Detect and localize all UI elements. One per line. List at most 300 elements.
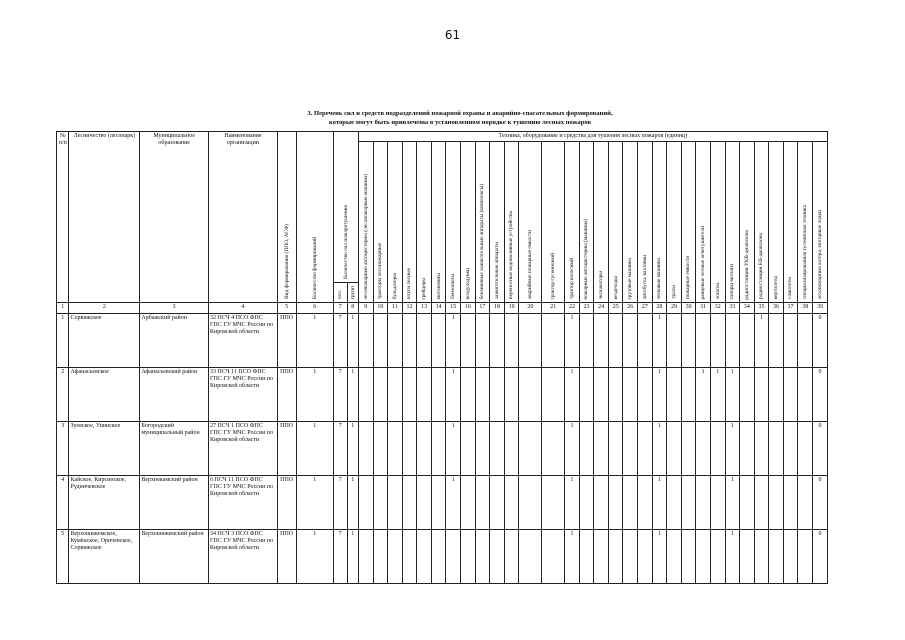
- header-equipment-3: [388, 142, 403, 303]
- data-cell: 1: [347, 475, 358, 529]
- data-cell: 0: [813, 529, 828, 583]
- data-cell: 1: [347, 421, 358, 475]
- data-cell: [623, 475, 638, 529]
- column-number: 26: [623, 303, 638, 313]
- data-cell: [798, 475, 813, 529]
- data-cell: [446, 529, 461, 583]
- data-cell: [519, 529, 542, 583]
- forces-table: [56, 131, 828, 584]
- data-cell: [638, 475, 653, 529]
- data-cell: [388, 313, 403, 367]
- column-number: 29: [667, 303, 682, 313]
- table-row: [57, 313, 828, 367]
- header-equipment-26-text: радиостанции УКВ-диапазона: [743, 229, 750, 300]
- header-num: № п/п: [57, 132, 69, 303]
- column-number: 18: [490, 303, 505, 313]
- data-cell: 1: [565, 313, 580, 367]
- column-number: 24: [594, 303, 609, 313]
- header-equipment-23-text: ранцевые лесные огнетушители: [700, 225, 707, 300]
- data-cell: [504, 529, 519, 583]
- header-equipment-25: [725, 142, 740, 303]
- header-equipment-15: [579, 142, 594, 303]
- column-number: 16: [461, 303, 476, 313]
- column-number: 19: [504, 303, 519, 313]
- column-number-row: [57, 303, 828, 313]
- page-number: 61: [444, 28, 461, 42]
- column-number: 2: [69, 303, 140, 313]
- column-number: 7: [334, 303, 348, 313]
- data-cell: [667, 367, 682, 421]
- data-cell: 1: [754, 313, 769, 367]
- data-cell: [594, 475, 609, 529]
- header-equipment-6-text: мотопомпы: [435, 272, 442, 300]
- data-cell: [475, 421, 490, 475]
- header-equipment-23: [696, 142, 711, 303]
- header-equipment-9-text: бензиновые зажигательные аппараты (комплексы): [479, 183, 486, 300]
- data-cell: [402, 475, 417, 529]
- data-cell: ППО: [277, 313, 296, 367]
- data-cell: [388, 529, 403, 583]
- data-cell: [623, 367, 638, 421]
- column-number: 12: [402, 303, 417, 313]
- data-cell: 1: [347, 529, 358, 583]
- data-cell: 1: [725, 475, 740, 529]
- data-cell: [638, 529, 653, 583]
- data-cell: 0: [813, 421, 828, 475]
- data-cell: [579, 367, 594, 421]
- data-cell: [542, 313, 565, 367]
- data-cell: [754, 421, 769, 475]
- header-equipment-4: [402, 142, 417, 303]
- data-cell: 1: [725, 529, 740, 583]
- column-number: 39: [813, 303, 828, 313]
- column-number: 34: [740, 303, 755, 313]
- header-equipment-1-text: лесопожарные автоцистерны (лесопожарные машины): [362, 173, 369, 300]
- column-number: 8: [347, 303, 358, 313]
- header-equipment-30: [798, 142, 813, 303]
- data-cell: 1: [565, 367, 580, 421]
- header-equipment-7-text: бензопилы: [450, 274, 457, 300]
- header-equipment-12: [519, 142, 542, 303]
- data-cell: [359, 475, 374, 529]
- data-cell: 1: [565, 475, 580, 529]
- data-cell: [740, 529, 755, 583]
- data-cell: [681, 421, 696, 475]
- data-cell: [608, 313, 623, 367]
- header-equipment-27: [754, 142, 769, 303]
- data-cell: [519, 367, 542, 421]
- column-number: 21: [542, 303, 565, 313]
- data-cell: [769, 421, 784, 475]
- data-cell: [769, 529, 784, 583]
- header-equipment-8-text: воздуходувки: [464, 268, 471, 300]
- data-cell: 0: [813, 367, 828, 421]
- header-equipment-11-text: переносные водоналивные устройства: [508, 211, 515, 300]
- data-cell: [579, 475, 594, 529]
- header-equipment-11: [504, 142, 519, 303]
- data-cell: [740, 367, 755, 421]
- data-cell: 1: [565, 529, 580, 583]
- data-cell: [594, 529, 609, 583]
- header-org: Наименование организации: [209, 132, 278, 303]
- data-cell: [667, 475, 682, 529]
- data-cell: 7: [334, 367, 348, 421]
- data-cell: [417, 529, 432, 583]
- row-number: 3: [57, 421, 69, 475]
- data-cell: [519, 475, 542, 529]
- column-number: 27: [638, 303, 653, 313]
- data-cell: [783, 313, 798, 367]
- data-cell: [519, 421, 542, 475]
- data-cell: [623, 529, 638, 583]
- document-title: [210, 109, 710, 127]
- data-cell: [542, 367, 565, 421]
- cell-organization: 33 ПСЧ 11 ПСО ФПС ГПС ГУ МЧС России по Кировской области: [209, 367, 278, 421]
- column-number: 20: [519, 303, 542, 313]
- header-equipment-16-text: экскаваторы: [597, 271, 604, 300]
- data-cell: [594, 421, 609, 475]
- data-cell: [490, 313, 505, 367]
- header-equipment-14: [565, 142, 580, 303]
- header-equipment-26: [740, 142, 755, 303]
- header-equipment-1: [359, 142, 374, 303]
- data-cell: [696, 313, 711, 367]
- data-cell: [608, 367, 623, 421]
- header-equipment-2: [373, 142, 388, 303]
- column-number: 23: [579, 303, 594, 313]
- column-number: 38: [798, 303, 813, 313]
- data-cell: [373, 367, 388, 421]
- data-cell: [798, 529, 813, 583]
- header-equipment-17-text: вездеходы: [612, 275, 619, 300]
- data-cell: [490, 367, 505, 421]
- header-equipment-28-text: вертолеты: [772, 275, 779, 300]
- header-equipment-12-text: аварийные пожарные емкости: [527, 230, 534, 300]
- data-cell: [623, 421, 638, 475]
- data-cell: [710, 529, 725, 583]
- data-cell: [579, 313, 594, 367]
- data-cell: [740, 313, 755, 367]
- header-equipment-25-text: топоры-мотыги: [729, 263, 736, 300]
- cell-forestry: Зуевское, Унинское: [69, 421, 140, 475]
- header-equipment-30-text: специализированная гусеничная техника: [802, 205, 809, 300]
- data-cell: [579, 529, 594, 583]
- data-cell: [475, 475, 490, 529]
- header-equipment-21-text: тралы: [670, 285, 677, 300]
- data-cell: [710, 313, 725, 367]
- cell-forestry: Сорвижское: [69, 313, 140, 367]
- column-number: 6: [296, 303, 333, 313]
- data-cell: [542, 529, 565, 583]
- data-cell: [681, 529, 696, 583]
- data-cell: 1: [446, 421, 461, 475]
- column-number: 36: [769, 303, 784, 313]
- header-equipment-27-text: радиостанции КВ-диапазона: [758, 233, 765, 300]
- cell-municipality: Богородский муниципальный район: [140, 421, 209, 475]
- data-cell: [740, 475, 755, 529]
- header-row-1: [57, 132, 828, 142]
- data-cell: ППО: [277, 367, 296, 421]
- header-equipment-14-text: трактор колесный: [568, 258, 575, 300]
- data-cell: [638, 367, 653, 421]
- row-number: 5: [57, 529, 69, 583]
- column-number: 4: [209, 303, 278, 313]
- data-cell: [798, 313, 813, 367]
- data-cell: [608, 421, 623, 475]
- data-cell: [594, 313, 609, 367]
- table-row: [57, 475, 828, 529]
- data-cell: [490, 421, 505, 475]
- header-equipment-24-text: лопаты: [714, 282, 721, 300]
- data-cell: [519, 313, 542, 367]
- data-cell: [373, 475, 388, 529]
- data-cell: 1: [652, 313, 667, 367]
- header-groups: [347, 283, 358, 303]
- header-equipment-19: [638, 142, 653, 303]
- data-cell: [431, 421, 446, 475]
- data-cell: [542, 475, 565, 529]
- data-cell: [475, 367, 490, 421]
- data-cell: ППО: [277, 421, 296, 475]
- data-cell: 0: [813, 313, 828, 367]
- column-number: 9: [359, 303, 374, 313]
- data-cell: 1: [296, 313, 333, 367]
- header-equipment-4-text: плуги лесные: [406, 268, 413, 300]
- column-number: 11: [388, 303, 403, 313]
- data-cell: [798, 421, 813, 475]
- data-cell: [696, 475, 711, 529]
- header-equipment-18-text: грузовые машины: [627, 257, 634, 300]
- data-cell: [754, 475, 769, 529]
- data-cell: 1: [296, 529, 333, 583]
- data-cell: [373, 529, 388, 583]
- data-cell: [373, 421, 388, 475]
- data-cell: [504, 313, 519, 367]
- data-cell: [608, 475, 623, 529]
- cell-organization: 34 ПСЧ 3 ПСО ФПС ГПС ГУ МЧС России по Кировской области: [209, 529, 278, 583]
- data-cell: [475, 529, 490, 583]
- data-cell: [725, 313, 740, 367]
- data-cell: 1: [347, 313, 358, 367]
- data-cell: [754, 529, 769, 583]
- header-forestry: Лесничество (лесопарк): [69, 132, 140, 303]
- header-equipment-31-text: лесопожарные катера, моторные лодки: [816, 209, 823, 300]
- data-cell: [754, 367, 769, 421]
- data-cell: [402, 421, 417, 475]
- header-equipment-29-text: самолеты: [787, 277, 794, 300]
- data-cell: [710, 475, 725, 529]
- header-personnel-text: Количество сил пожаротушения: [342, 204, 349, 279]
- data-cell: [359, 367, 374, 421]
- data-cell: [783, 421, 798, 475]
- title-line-2: которые могут быть привлечены в установленном порядке к тушению лесных пожаров: [328, 119, 592, 126]
- data-cell: 0: [813, 475, 828, 529]
- column-number: 28: [652, 303, 667, 313]
- header-equipment-16: [594, 142, 609, 303]
- header-equipment-22-text: пожарные емкости: [685, 256, 692, 300]
- data-cell: [681, 367, 696, 421]
- data-cell: [769, 475, 784, 529]
- header-equipment-29: [783, 142, 798, 303]
- column-number: 25: [608, 303, 623, 313]
- header-equipment-2-text: тракторы лесопожарные: [377, 243, 384, 300]
- data-cell: 1: [296, 421, 333, 475]
- header-persons-text: чел.: [337, 290, 344, 300]
- column-number: 15: [446, 303, 461, 313]
- cell-municipality: Афанасьевский район: [140, 367, 209, 421]
- data-cell: [740, 421, 755, 475]
- data-cell: 1: [725, 421, 740, 475]
- header-form-count-text: Количество формирований: [311, 237, 318, 300]
- header-equipment-10-text: зажигательные аппараты: [493, 242, 500, 300]
- header-equipment-20: [652, 142, 667, 303]
- column-number: 3: [140, 303, 209, 313]
- data-cell: [373, 313, 388, 367]
- header-equipment-15-text: пожарные автоцистерны (машины): [583, 218, 590, 300]
- data-cell: 1: [347, 367, 358, 421]
- header-groups-text: групп: [349, 286, 356, 300]
- data-cell: [783, 529, 798, 583]
- data-cell: [681, 475, 696, 529]
- table-row: [57, 367, 828, 421]
- data-cell: [783, 367, 798, 421]
- header-equipment-31: [813, 142, 828, 303]
- data-cell: [461, 475, 476, 529]
- data-cell: [783, 475, 798, 529]
- table-row: [57, 529, 828, 583]
- data-cell: [431, 529, 446, 583]
- row-number: 4: [57, 475, 69, 529]
- column-number: 1: [57, 303, 69, 313]
- data-cell: 1: [652, 367, 667, 421]
- header-persons: [334, 283, 348, 303]
- data-cell: [490, 529, 505, 583]
- column-number: 35: [754, 303, 769, 313]
- data-cell: 1: [652, 475, 667, 529]
- data-cell: [359, 529, 374, 583]
- data-cell: [461, 367, 476, 421]
- data-cell: [431, 367, 446, 421]
- data-cell: [431, 475, 446, 529]
- data-cell: [579, 421, 594, 475]
- data-cell: [798, 367, 813, 421]
- data-cell: 1: [446, 475, 461, 529]
- data-cell: 1: [565, 421, 580, 475]
- header-personnel: [334, 132, 359, 283]
- cell-organization: 6 ПСЧ 11 ПСО ФПС ГПС ГУ МЧС России по Кировской области: [209, 475, 278, 529]
- data-cell: 7: [334, 529, 348, 583]
- data-cell: [359, 421, 374, 475]
- header-equipment-18: [623, 142, 638, 303]
- header-form-type: [277, 132, 296, 303]
- header-equipment-10: [490, 142, 505, 303]
- row-number: 2: [57, 367, 69, 421]
- header-equipment-group: Техника, оборудование и средства для тушения лесных пожаров (единиц): [359, 132, 828, 142]
- header-equipment-5: [417, 142, 432, 303]
- data-cell: [490, 475, 505, 529]
- title-line-1: 3. Перечень сил и средств подразделений пожарной охраны и аварийно-спасательных формирований,: [307, 110, 613, 117]
- header-equipment-17: [608, 142, 623, 303]
- table-row: [57, 421, 828, 475]
- data-cell: [623, 313, 638, 367]
- column-number: 17: [475, 303, 490, 313]
- data-cell: [402, 313, 417, 367]
- column-number: 10: [373, 303, 388, 313]
- cell-organization: 32 ПСЧ 4 ПСО ФПС ГПС ГУ МЧС России по Кировской области: [209, 313, 278, 367]
- data-cell: [475, 313, 490, 367]
- data-cell: [359, 313, 374, 367]
- column-number: 5: [277, 303, 296, 313]
- column-number: 22: [565, 303, 580, 313]
- cell-municipality: Арбажский район: [140, 313, 209, 367]
- data-cell: 1: [725, 367, 740, 421]
- header-equipment-8: [461, 142, 476, 303]
- data-cell: [667, 529, 682, 583]
- column-number: 30: [681, 303, 696, 313]
- data-cell: [681, 313, 696, 367]
- header-equipment-19-text: автобусы, вахтовки: [641, 255, 648, 300]
- data-cell: 1: [652, 421, 667, 475]
- header-equipment-3-text: бульдозеры: [391, 272, 398, 300]
- data-cell: [667, 313, 682, 367]
- header-municipality: Муниципальное образование: [140, 132, 209, 303]
- column-number: 13: [417, 303, 432, 313]
- header-equipment-13: [542, 142, 565, 303]
- cell-forestry: Афанасьевское: [69, 367, 140, 421]
- data-cell: [431, 313, 446, 367]
- column-number: 37: [783, 303, 798, 313]
- header-equipment-22: [681, 142, 696, 303]
- data-cell: 1: [710, 367, 725, 421]
- data-cell: [769, 313, 784, 367]
- header-equipment-13-text: трактор гусеничный: [550, 252, 557, 300]
- column-number: 31: [696, 303, 711, 313]
- data-cell: [402, 367, 417, 421]
- data-cell: [417, 313, 432, 367]
- data-cell: [638, 313, 653, 367]
- header-equipment-24: [710, 142, 725, 303]
- cell-municipality: Верхнекамский район: [140, 475, 209, 529]
- data-cell: 1: [652, 529, 667, 583]
- header-form-count: [296, 132, 333, 303]
- column-number: 32: [710, 303, 725, 313]
- cell-forestry: Кайское, Кирсинское, Рудничевское: [69, 475, 140, 529]
- data-cell: 1: [446, 367, 461, 421]
- data-cell: ППО: [277, 529, 296, 583]
- data-cell: [696, 421, 711, 475]
- row-number: 1: [57, 313, 69, 367]
- data-cell: [402, 529, 417, 583]
- header-form-type-text: Вид формирования (ППО, АСФ): [283, 224, 290, 300]
- data-cell: [608, 529, 623, 583]
- data-cell: 1: [696, 367, 711, 421]
- data-cell: [696, 529, 711, 583]
- cell-organization: 27 ПСЧ 1 ПСО ФПС ГПС ГУ МЧС России по Кировской области: [209, 421, 278, 475]
- data-cell: [417, 367, 432, 421]
- header-equipment-21: [667, 142, 682, 303]
- data-cell: [504, 475, 519, 529]
- data-cell: [638, 421, 653, 475]
- data-cell: [769, 367, 784, 421]
- data-cell: [388, 367, 403, 421]
- data-cell: [504, 421, 519, 475]
- data-cell: [667, 421, 682, 475]
- column-number: 33: [725, 303, 740, 313]
- header-equipment-9: [475, 142, 490, 303]
- data-cell: ППО: [277, 475, 296, 529]
- data-cell: [710, 421, 725, 475]
- header-equipment-28: [769, 142, 784, 303]
